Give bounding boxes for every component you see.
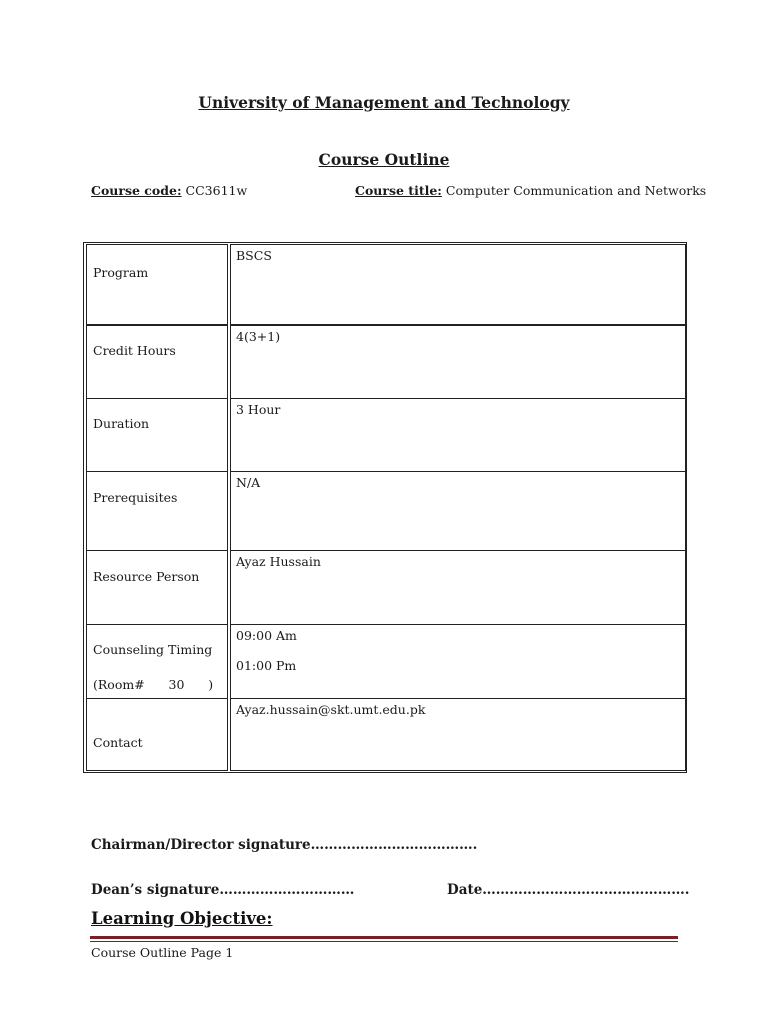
row-label: Program bbox=[93, 265, 149, 280]
date-line: Date………………………………………. bbox=[447, 882, 690, 898]
table-label-cell bbox=[86, 398, 228, 472]
table-row bbox=[84, 550, 686, 625]
table-value-cell bbox=[230, 398, 686, 472]
row-label: Resource Person bbox=[93, 569, 200, 584]
table-label-cell bbox=[86, 244, 228, 325]
table-value-cell bbox=[230, 244, 686, 325]
table-value-cell bbox=[230, 624, 686, 699]
row-value: Ayaz.hussain@skt.umt.edu.pk bbox=[236, 702, 426, 717]
course-title-label: Course title: bbox=[355, 183, 442, 198]
table-row bbox=[84, 398, 686, 472]
row-value: 3 Hour bbox=[236, 402, 281, 417]
table-value-cell bbox=[230, 471, 686, 551]
table-row bbox=[84, 325, 686, 399]
table-label-cell bbox=[86, 698, 228, 771]
row-value: 4(3+1) bbox=[236, 329, 281, 344]
course-title bbox=[355, 183, 706, 198]
table-row bbox=[84, 624, 686, 699]
row-value: 09:00 Am bbox=[236, 628, 297, 643]
learning-objective-heading: Learning Objective: bbox=[91, 909, 273, 928]
row-label: Counseling Timing bbox=[93, 642, 213, 657]
table-value-cell bbox=[230, 325, 686, 399]
footer-divider-thick bbox=[90, 936, 678, 939]
page-footer: Course Outline Page 1 bbox=[91, 945, 234, 960]
table-value-cell bbox=[230, 550, 686, 625]
row-value: N/A bbox=[236, 475, 261, 490]
row-value: BSCS bbox=[236, 248, 272, 263]
row-label: Duration bbox=[93, 416, 150, 431]
table-row bbox=[84, 698, 686, 771]
row-label-room: (Room# 30 ) bbox=[93, 677, 214, 692]
university-name: University of Management and Technology bbox=[198, 93, 570, 112]
table-label-cell bbox=[86, 471, 228, 551]
table-row bbox=[84, 471, 686, 551]
course-code bbox=[91, 183, 247, 198]
row-label: Prerequisites bbox=[93, 490, 178, 505]
row-value: Ayaz Hussain bbox=[236, 554, 321, 569]
course-code-label: Course code: bbox=[91, 183, 182, 198]
course-code-value: CC3611w bbox=[185, 183, 248, 198]
course-title-value: Computer Communication and Networks bbox=[445, 183, 707, 198]
row-value-line2: 01:00 Pm bbox=[236, 658, 297, 673]
table-label-cell bbox=[86, 624, 228, 699]
document-heading: Course Outline bbox=[318, 150, 450, 169]
table-row bbox=[84, 244, 686, 325]
dean-signature-line: Dean’s signature………………………… bbox=[91, 882, 355, 898]
footer-divider-thin bbox=[90, 941, 678, 942]
row-label: Contact bbox=[93, 735, 143, 750]
table-value-cell bbox=[230, 698, 686, 771]
table-label-cell bbox=[86, 325, 228, 399]
course-info-table bbox=[83, 242, 687, 773]
table-label-cell bbox=[86, 550, 228, 625]
row-label: Credit Hours bbox=[93, 343, 176, 358]
chairman-signature-line: Chairman/Director signature………………………………. bbox=[91, 837, 478, 853]
